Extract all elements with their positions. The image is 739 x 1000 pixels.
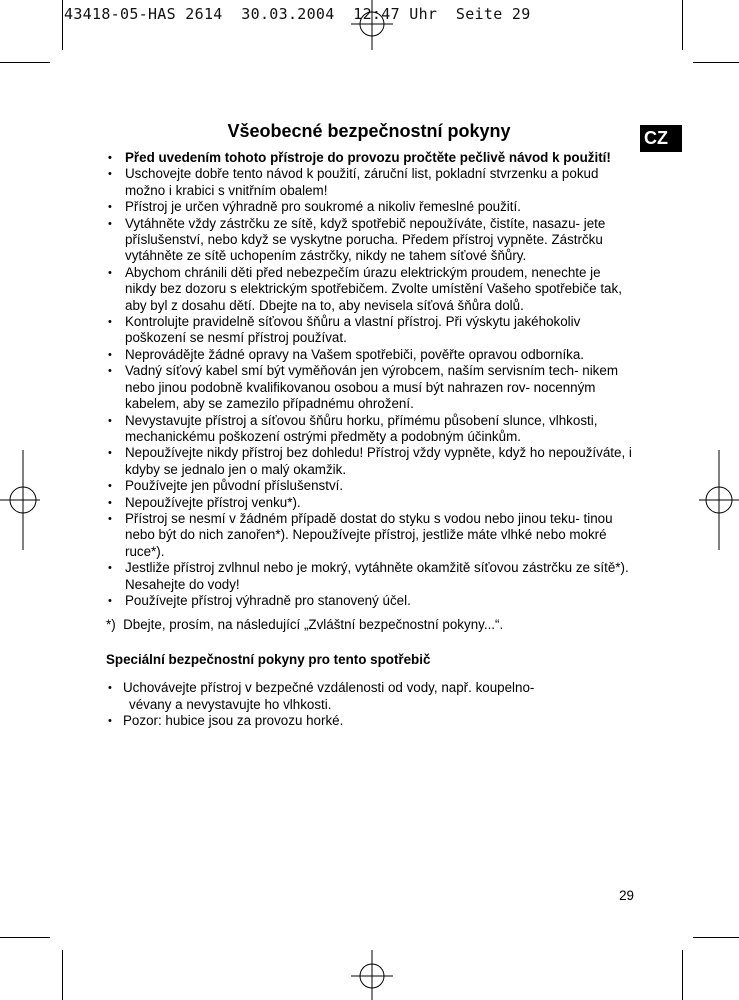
special-safety-list xyxy=(106,680,634,729)
crop-mark-bottom-left-h xyxy=(0,937,50,938)
safety-content xyxy=(106,150,634,729)
footnote: *) Dbejte, prosím, na následující „Zvláštní bezpečnostní pokyny...“. xyxy=(106,617,504,633)
safety-item: • Nepoužívejte nikdy přístroj bez dohledu! Přístroj vždy vypněte, když ho nepoužíváte, i kdyby se jednalo jen o malý okamžik. xyxy=(106,445,634,478)
page-title: Všeobecné bezpečnostní pokyny xyxy=(227,121,511,141)
safety-item: • Neprovádějte žádné opravy na Vašem spotřebiči, pověřte opravou odborníka. xyxy=(106,347,634,363)
crop-mark-bottom-right-h xyxy=(693,937,739,938)
registration-mark-bottom xyxy=(349,950,395,1000)
safety-item: • Vadný síťový kabel smí být vyměňován jen výrobcem, naším servisním tech- nikem nebo jinou podobně kvalifikovanou osobou a musí být nahrazen rov- nocenným kabelem, aby se zamezilo případnému ohrožení. xyxy=(106,363,634,412)
safety-item: • Přístroj se nesmí v žádném případě dostat do styku s vodou nebo jinou teku- tinou nebo být do nich zanořen*). Nepoužívejte přístroj, jestliže máte vlhké nebo mokré ruce*). xyxy=(106,511,634,560)
safety-item: • Používejte přístroj výhradně pro stanovený účel. xyxy=(106,593,634,609)
safety-item: • Kontrolujte pravidelně síťovou šňůru a vlastní přístroj. Při výskytu jakéhokoliv poškození se nesmí přístroj používat. xyxy=(106,314,634,347)
language-tab: CZ xyxy=(640,125,682,152)
safety-item: • Přístroj je určen výhradně pro soukromé a nikoliv řemeslné použití. xyxy=(106,199,634,215)
crop-mark-top-left-h xyxy=(0,62,50,63)
safety-item: • Před uvedením tohoto přístroje do provozu pročtěte pečlivě návod k použití! xyxy=(106,150,634,166)
print-header: 43418-05-HAS 2614 30.03.2004 12:47 Uhr Seite 29 xyxy=(64,5,531,23)
safety-item: • Uschovejte dobře tento návod k použití, záruční list, pokladní stvrzenku a pokud možno i krabici s vnitřním obalem! xyxy=(106,166,634,199)
safety-item: • Vytáhněte vždy zástrčku ze sítě, když spotřebič nepoužíváte, čistíte, nasazu- jete příslušenství, nebo když se vyskytne porucha. Předem přístroj vypněte. Zástrčku vytáhněte ze sítě uchopením zástrčky, nikdy ne tahem síťové šňůry. xyxy=(106,216,634,265)
special-safety-item xyxy=(106,713,634,729)
crop-mark-bottom-right-v xyxy=(682,950,683,1000)
general-safety-list xyxy=(106,150,634,609)
crop-mark-top-right-h xyxy=(693,62,739,63)
safety-item: • Abychom chránili děti před nebezpečím úrazu elektrickým proudem, nenechte je nikdy bez dozoru s elektrickým spotřebičem. Zvolte umístění Vašeho spotřebiče tak, aby byl z dosahu dětí. Dbejte na to, aby nevisela síťová šňůra dolů. xyxy=(106,265,634,314)
crop-mark-top-left-v xyxy=(62,0,63,50)
registration-mark-left xyxy=(0,450,40,550)
special-safety-item xyxy=(106,680,634,713)
safety-item: • Jestliže přístroj zvlhnul nebo je mokrý, vytáhněte okamžitě síťovou zástrčku ze sítě*). Nesahejte do vody! xyxy=(106,560,634,593)
crop-mark-top-right-v xyxy=(682,0,683,50)
crop-mark-bottom-left-v xyxy=(62,950,63,1000)
special-safety-item-continuation: vévany a nevystavujte ho vlhkosti. xyxy=(129,696,332,712)
registration-mark-right xyxy=(699,450,739,550)
special-safety-heading: Speciální bezpečnostní pokyny pro tento spotřebič xyxy=(106,651,431,667)
safety-item: • Nevystavujte přístroj a síťovou šňůru horku, přímému působení slunce, vlhkosti, mechanickému poškození ostrými předměty a podobným účinkům. xyxy=(106,413,634,446)
page-number: 29 xyxy=(619,888,634,903)
safety-item: • Nepoužívejte přístroj venku*). xyxy=(106,495,634,511)
special-safety-item-text: Uchovávejte přístroj v bezpečné vzdálenosti od vody, např. koupelno- xyxy=(123,680,535,696)
safety-item: • Používejte jen původní příslušenství. xyxy=(106,478,634,494)
special-safety-item-text: Pozor: hubice jsou za provozu horké. xyxy=(123,713,344,728)
registration-mark-top xyxy=(349,0,395,50)
